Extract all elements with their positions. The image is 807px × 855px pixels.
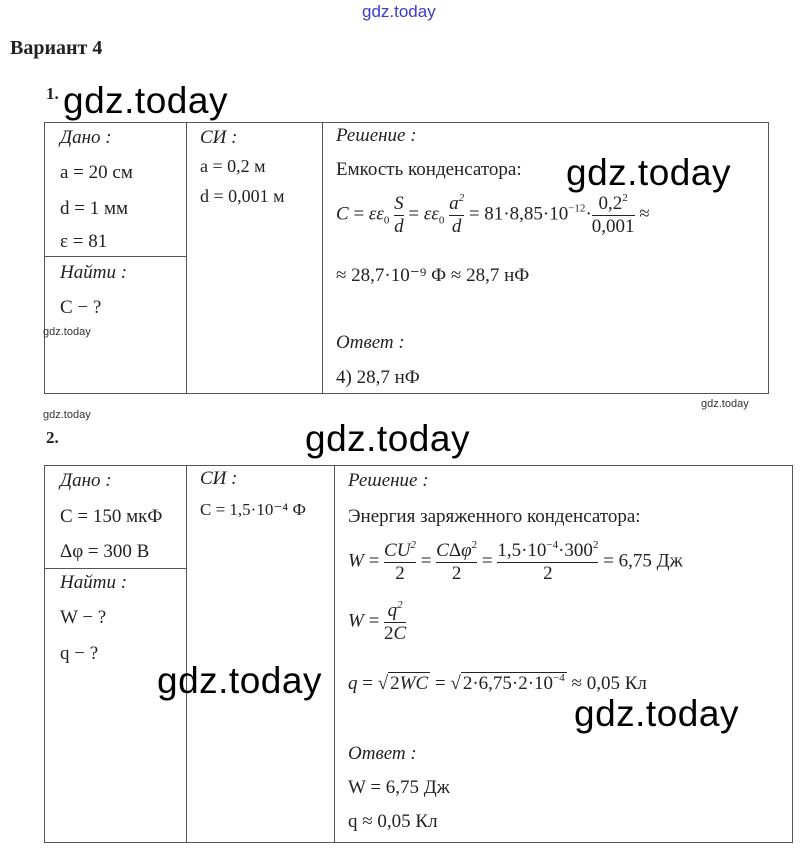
- table-divider: [334, 465, 335, 843]
- si-label: СИ :: [200, 127, 238, 148]
- si-value: d = 0,001 м: [200, 186, 285, 206]
- variant-heading: Вариант 4: [10, 37, 103, 59]
- problem-2-number: 2.: [46, 428, 59, 447]
- given-value: a = 20 см: [60, 162, 133, 183]
- watermark-small: gdz.today: [43, 409, 91, 421]
- watermark-large: gdz.today: [305, 418, 470, 459]
- solution-result: ≈ 28,7·10⁻⁹ Ф ≈ 28,7 нФ: [336, 265, 530, 286]
- watermark-small: gdz.today: [701, 398, 749, 410]
- answer-value: 4) 28,7 нФ: [336, 367, 420, 388]
- find-value: q − ?: [60, 643, 99, 664]
- answer-value: q ≈ 0,05 Кл: [348, 811, 438, 832]
- table-divider: [44, 256, 186, 257]
- watermark-large: gdz.today: [566, 152, 731, 193]
- otvet-label: Ответ :: [336, 332, 405, 353]
- si-label: СИ :: [200, 468, 238, 489]
- reshenie-label: Решение :: [348, 470, 429, 491]
- reshenie-label: Решение :: [336, 125, 417, 146]
- answer-value: W = 6,75 Дж: [348, 777, 450, 798]
- formula-charge: q = √ 2WC = √ $2\cdot 6,75\cdot 2\cdot 10^{-4} \approx 0,05$ Кл: [348, 672, 647, 694]
- solution-intro: Емкость конденсатора:: [336, 159, 522, 180]
- table-divider: [186, 465, 187, 843]
- table-divider: [44, 568, 186, 569]
- watermark-small: gdz.today: [43, 326, 91, 338]
- formula-energy: W = $\frac{CU^2}{2}$ = $\frac{C\Delta\varphi^2}{2}$ = $\frac{1,5\cdot 10^{-4}\cdot 300^2}{2}$ = 6,75 Дж: [348, 539, 683, 584]
- najti-label: Найти :: [60, 262, 128, 283]
- formula-energy-charge: W = $\frac{q^2}{2C}$: [348, 599, 407, 644]
- table-divider: [186, 122, 187, 394]
- watermark-large: gdz.today: [574, 693, 739, 734]
- dano-label: Дано :: [60, 127, 112, 148]
- given-value: ε = 81: [60, 231, 108, 252]
- formula-capacitance: $C = \varepsilon\varepsilon_0$ $\frac{S}{d}$ = $\varepsilon\varepsilon_0$ $\frac{a^2}{d}$ = $81\cdot 8,85\cdot 10^{-12}\cdot$ $\frac{0,2^2}{0,001}$ ≈: [336, 192, 650, 237]
- watermark-large: gdz.today: [63, 80, 228, 121]
- watermark-top: gdz.today: [362, 2, 436, 21]
- watermark-large: gdz.today: [157, 660, 322, 701]
- si-value: a = 0,2 м: [200, 156, 266, 176]
- otvet-label: Ответ :: [348, 743, 417, 764]
- find-value: W − ?: [60, 607, 107, 628]
- najti-label: Найти :: [60, 572, 128, 593]
- solution-intro: Энергия заряженного конденсатора:: [348, 506, 641, 527]
- table-divider: [322, 122, 323, 394]
- given-value: d = 1 мм: [60, 198, 129, 219]
- si-value: C = 1,5·10⁻⁴ Ф: [200, 500, 306, 519]
- given-value: Δφ = 300 В: [60, 541, 150, 562]
- dano-label: Дано :: [60, 470, 112, 491]
- find-value: C − ?: [60, 297, 102, 318]
- problem-1-number: 1.: [46, 84, 59, 103]
- given-value: C = 150 мкФ: [60, 506, 163, 527]
